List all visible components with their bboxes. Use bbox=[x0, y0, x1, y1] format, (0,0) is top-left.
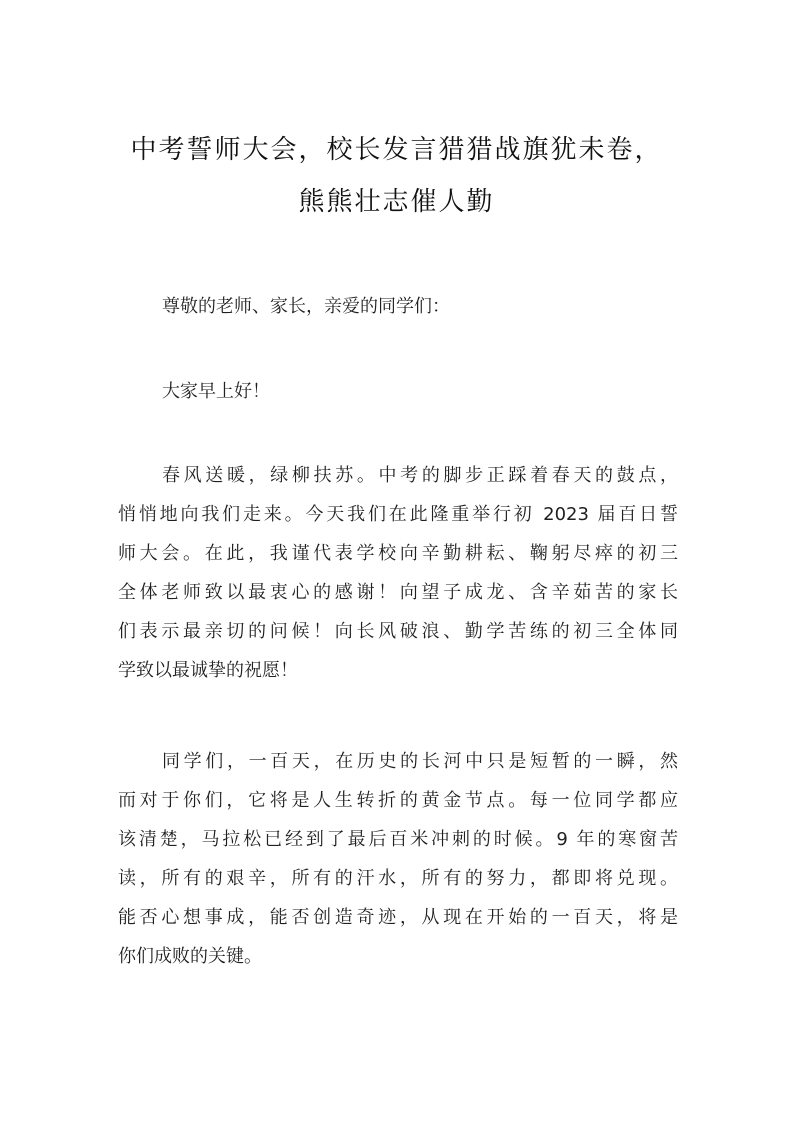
salutation-paragraph bbox=[118, 287, 678, 326]
paragraph-line: 学致以最诚挚的祝愿！ bbox=[118, 660, 298, 681]
document-title bbox=[0, 124, 793, 228]
greeting-text: 大家早上好！ bbox=[162, 381, 270, 402]
paragraph-line: 全体老师致以最衷心的感谢！向望子成龙、含辛茹苦的家长 bbox=[118, 582, 678, 603]
body-paragraph-2 bbox=[118, 742, 678, 976]
paragraph-line: 悄悄地向我们走来。今天我们在此隆重举行初 2023 届百日誓 bbox=[118, 504, 678, 525]
paragraph-line: 该清楚，马拉松已经到了最后百米冲刺的时候。9 年的寒窗苦 bbox=[118, 829, 678, 850]
paragraph-line: 们表示最亲切的问候！向长风破浪、勤学苦练的初三全体同 bbox=[118, 621, 678, 642]
paragraph-line: 师大会。在此，我谨代表学校向辛勤耕耘、鞠躬尽瘁的初三 bbox=[118, 543, 678, 564]
greeting-paragraph bbox=[118, 372, 678, 411]
paragraph-line: 你们成败的关键。 bbox=[118, 946, 262, 967]
paragraph-line: 同学们，一百天，在历史的长河中只是短暂的一瞬，然 bbox=[162, 751, 678, 772]
body-paragraph-1 bbox=[118, 456, 678, 690]
salutation-text: 尊敬的老师、家长，亲爱的同学们： bbox=[162, 296, 450, 317]
title-line-1: 中考誓师大会，校长发言猎猎战旗犹未卷， bbox=[130, 135, 663, 165]
paragraph-line: 读，所有的艰辛，所有的汗水，所有的努力，都即将兑现。 bbox=[118, 868, 678, 889]
paragraph-line: 春风送暖，绿柳扶苏。中考的脚步正踩着春天的鼓点， bbox=[162, 465, 678, 486]
title-line-2: 熊熊壮志催人勤 bbox=[298, 187, 495, 217]
paragraph-line: 能否心想事成，能否创造奇迹，从现在开始的一百天，将是 bbox=[118, 907, 678, 928]
paragraph-line: 而对于你们，它将是人生转折的黄金节点。每一位同学都应 bbox=[118, 790, 678, 811]
